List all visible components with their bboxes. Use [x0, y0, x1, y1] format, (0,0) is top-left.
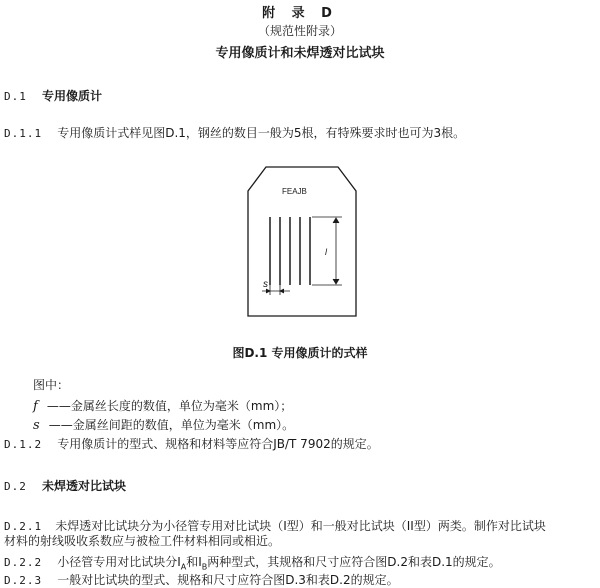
iqi-figure — [246, 165, 358, 318]
iqi-wires — [270, 217, 310, 285]
clause-d12 — [4, 433, 379, 452]
clause-number: D.2.1 — [4, 520, 43, 533]
length-dimension — [312, 217, 342, 285]
clause-text: 专用像质计的型式、规格和材料等应符合JB/T 7902的规定。 — [57, 437, 379, 451]
clause-text-part: 两种型式，其规格和尺寸应符合图D.2和表D.1的规定。 — [207, 555, 501, 569]
section-number: D.1 — [4, 90, 27, 103]
clause-text-part: 和Ⅰ — [186, 555, 202, 569]
clause-text: 专用像质计式样见图D.1，钢丝的数目一般为5根，有特殊要求时也可为3根。 — [57, 126, 466, 140]
clause-d21-continued: 材料的射线吸收系数应与被检工件材料相同或相近。 — [4, 534, 281, 548]
clause-number: D.2.3 — [4, 574, 43, 587]
clause-text-part: 小径管专用对比试块分Ⅰ — [57, 555, 181, 569]
clause-text — [57, 555, 501, 572]
appendix-title: 附 录 D — [262, 6, 338, 21]
clause-number: D.1.2 — [4, 438, 43, 451]
appendix-subject: 专用像质计和未焊透对比试块 — [215, 46, 385, 61]
legend-row-f — [33, 395, 292, 414]
legend-symbol: f — [33, 399, 38, 414]
clause-number: D.1.1 — [4, 127, 43, 140]
legend-row-s — [33, 414, 294, 433]
section-d2-heading — [4, 475, 126, 494]
legend-heading: 图中： — [33, 378, 70, 392]
clause-d23 — [4, 569, 399, 588]
clause-text: 一般对比试块的型式、规格和尺寸应符合图D.3和表D.2的规定。 — [57, 573, 399, 587]
legend-text: ——金属丝长度的数值，单位为毫米（mm）； — [46, 399, 293, 413]
subscript-b: B — [201, 562, 208, 572]
section-d1-heading — [4, 85, 102, 104]
section-number: D.2 — [4, 480, 27, 493]
legend-symbol: s — [33, 418, 40, 433]
subscript-a: A — [180, 562, 187, 572]
clause-number: D.2.2 — [4, 556, 43, 569]
clause-text: 未焊透对比试块分为小径管专用对比试块（I型）和一般对比试块（II型）两类。制作对比试块 — [55, 519, 546, 533]
figure-caption: 图D.1 专用像质计的式样 — [232, 346, 368, 360]
clause-d11 — [4, 122, 465, 141]
legend-text: ——金属丝间距的数值，单位为毫米（mm）。 — [48, 418, 295, 432]
appendix-type: （规范性附录） — [257, 24, 342, 38]
section-title: 专用像质计 — [41, 89, 102, 103]
length-label: l — [325, 247, 327, 257]
iqi-plate-label: FEAJB — [282, 187, 307, 196]
spacing-label: s — [263, 279, 268, 290]
section-title: 未焊透对比试块 — [41, 479, 126, 493]
